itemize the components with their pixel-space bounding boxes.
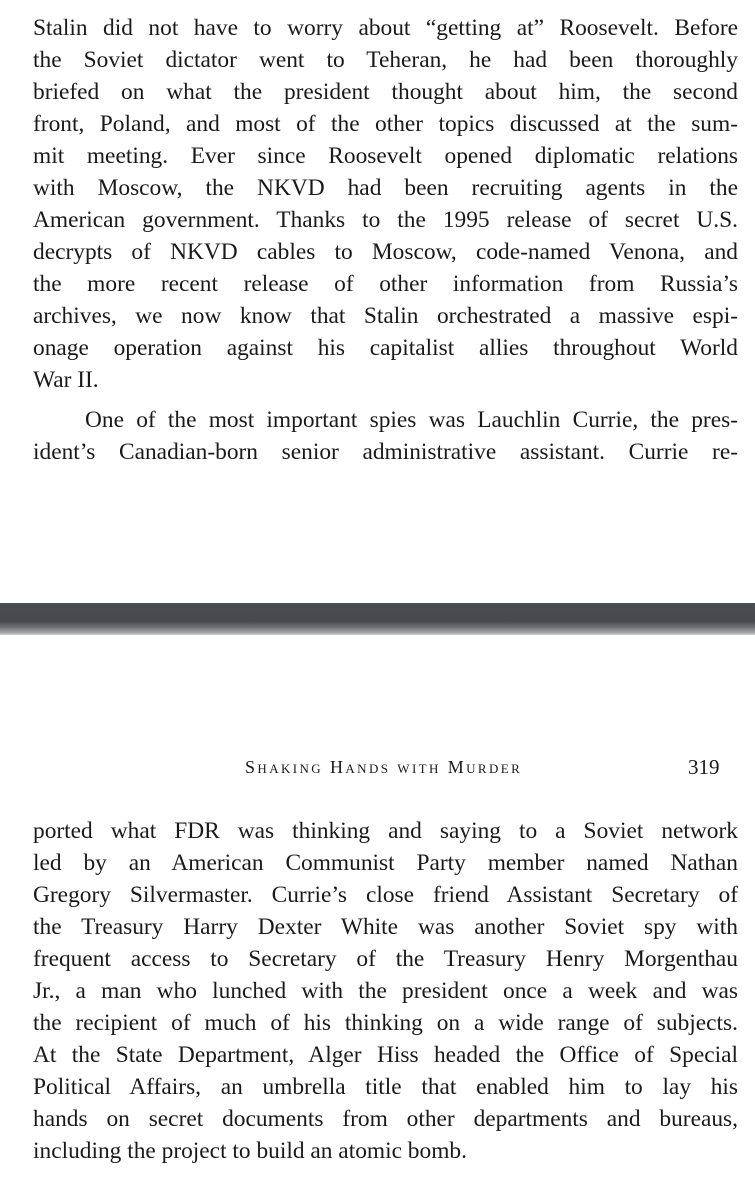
text-line: including the project to build an atomic bomb. bbox=[33, 1138, 467, 1164]
text-line: Political Affairs, an umbrella title that enabled him to lay his bbox=[33, 1074, 738, 1100]
text-line: Stalin did not have to worry about “getting at” Roosevelt. Before bbox=[33, 15, 738, 41]
text-line: with Moscow, the NKVD had been recruiting agents in the bbox=[33, 175, 738, 201]
text-line: the more recent release of other information from Russia’s bbox=[33, 271, 738, 297]
page-number: 319 bbox=[688, 755, 720, 779]
text-line: onage operation against his capitalist allies throughout World bbox=[33, 335, 738, 361]
text-line: briefed on what the president thought about him, the second bbox=[33, 79, 738, 105]
text-line: ported what FDR was thinking and saying to a Soviet network bbox=[33, 818, 738, 844]
text-line: ident’s Canadian-born senior administrative assistant. Currie re- bbox=[33, 439, 738, 465]
text-line: War II. bbox=[33, 367, 99, 393]
text-line: Gregory Silvermaster. Currie’s close friend Assistant Secretary of bbox=[33, 882, 738, 908]
text-line: frequent access to Secretary of the Treasury Henry Morgenthau bbox=[33, 946, 738, 972]
text-line: led by an American Communist Party member named Nathan bbox=[33, 850, 738, 876]
text-line: One of the most important spies was Lauchlin Currie, the pres- bbox=[85, 407, 738, 433]
text-line: At the State Department, Alger Hiss headed the Office of Special bbox=[33, 1042, 738, 1068]
text-line: front, Poland, and most of the other topics discussed at the sum- bbox=[33, 111, 738, 137]
page-separator bbox=[0, 603, 755, 635]
text-line: the Soviet dictator went to Teheran, he had been thoroughly bbox=[33, 47, 738, 73]
text-line: the recipient of much of his thinking on a wide range of subjects. bbox=[33, 1010, 738, 1036]
text-line: hands on secret documents from other departments and bureaus, bbox=[33, 1106, 738, 1132]
text-line: Jr., a man who lunched with the president once a week and was bbox=[33, 978, 738, 1004]
text-line: American government. Thanks to the 1995 release of secret U.S. bbox=[33, 207, 738, 233]
text-line: archives, we now know that Stalin orchestrated a massive espi- bbox=[33, 303, 738, 329]
text-line: the Treasury Harry Dexter White was another Soviet spy with bbox=[33, 914, 738, 940]
running-head: Shaking Hands with Murder bbox=[245, 757, 523, 777]
text-line: decrypts of NKVD cables to Moscow, code-named Venona, and bbox=[33, 239, 738, 265]
text-line: mit meeting. Ever since Roosevelt opened diplomatic relations bbox=[33, 143, 738, 169]
